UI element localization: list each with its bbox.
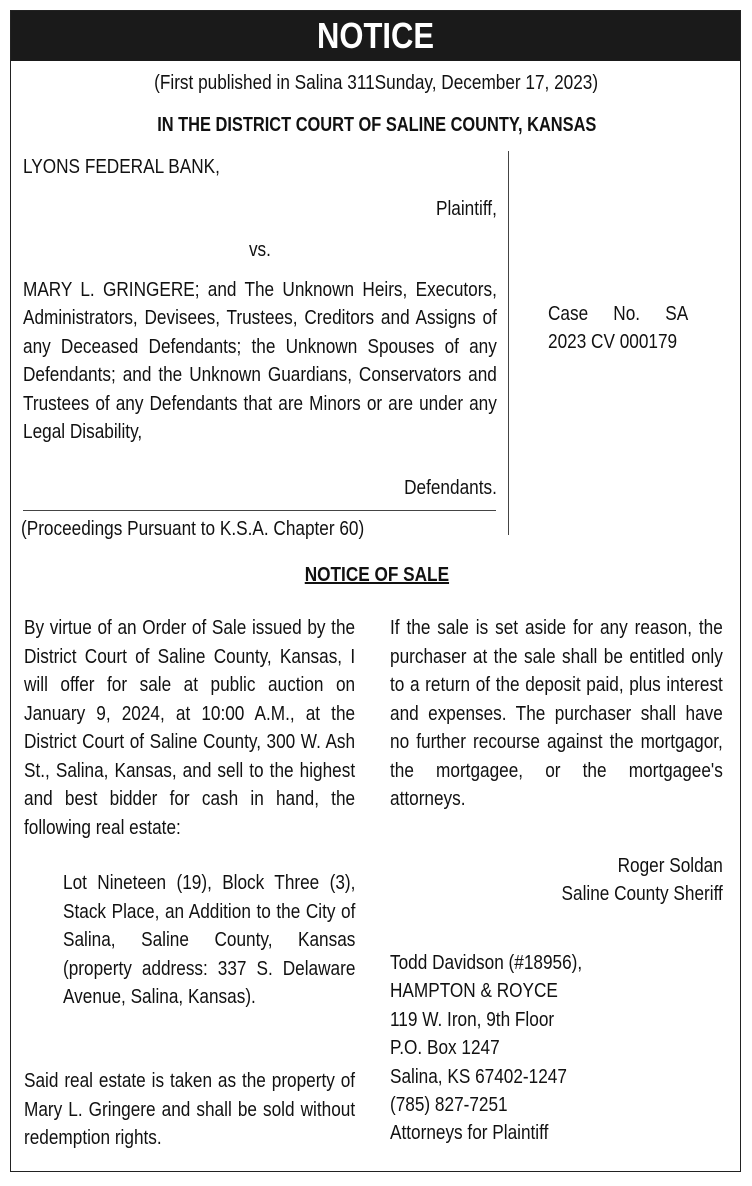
attorney-name: Todd Davidson (#18956), bbox=[390, 952, 583, 974]
sheriff-title: Saline County Sheriff bbox=[561, 883, 723, 905]
court-name: IN THE DISTRICT COURT OF SALINE COUNTY, KANSAS bbox=[156, 114, 597, 136]
property-description: Lot Nineteen (19), Block Three (3), Stack Place, an Addition to the City of Salina, Saline County, Kansas (property address: 337 S. Delaware Avenue, Salina, Kansas). bbox=[63, 872, 356, 1008]
caption-divider-horizontal bbox=[23, 510, 496, 511]
set-aside-paragraph: If the sale is set aside for any reason, the purchaser at the sale shall be entitled only to a return of the deposit paid, plus interest and expenses. The purchaser shall have no further recourse against the mortgagor, the mortgagee, or the mortgagee's attorneys. bbox=[390, 617, 723, 810]
title-bar bbox=[11, 11, 740, 61]
caption-divider-vertical bbox=[508, 151, 509, 535]
attorney-city: Salina, KS 67402-1247 bbox=[390, 1066, 567, 1088]
plaintiff-name: LYONS FEDERAL BANK, bbox=[23, 156, 220, 178]
publication-line: (First published in Salina 311Sunday, December 17, 2023) bbox=[154, 72, 599, 94]
case-number: Case No. SA 2023 CV 000179 bbox=[548, 303, 689, 353]
attorney-role: Attorneys for Plaintiff bbox=[390, 1122, 549, 1144]
attorney-street: 119 W. Iron, 9th Floor bbox=[390, 1009, 555, 1031]
attorney-po-box: P.O. Box 1247 bbox=[390, 1037, 500, 1059]
legal-notice bbox=[10, 10, 741, 1172]
versus-label: vs. bbox=[248, 239, 271, 261]
defendants-role: Defendants. bbox=[404, 477, 497, 499]
sheriff-name: Roger Soldan bbox=[617, 855, 723, 877]
plaintiff-role: Plaintiff, bbox=[435, 198, 497, 220]
defendants-list: MARY L. GRINGERE; and The Unknown Heirs, Executors, Administrators, Devisees, Trustees, Creditors and Assigns of any Deceased Defendants; the Unknown Spouses of any Defendants; and the Unknown Guardians, Conservators and Trustees of any Defendants that are Minors or are under any Legal Disability, bbox=[23, 279, 497, 444]
sale-intro-paragraph: By virtue of an Order of Sale issued by the District Court of Saline County, Kansas, I will offer for sale at public auction on January 9, 2024, at 10:00 A.M., at the District Court of Saline County, 300 W. Ash St., Salina, Kansas, and sell to the highest and best bidder for cash in hand, the following real estate: bbox=[24, 617, 356, 839]
attorney-phone: (785) 827-7251 bbox=[390, 1094, 508, 1116]
attorney-firm: HAMPTON & ROYCE bbox=[390, 980, 558, 1002]
redemption-paragraph: Said real estate is taken as the property of Mary L. Gringere and shall be sold without redemption rights. bbox=[24, 1070, 356, 1149]
proceedings-note: (Proceedings Pursuant to K.S.A. Chapter 60) bbox=[21, 518, 365, 540]
notice-of-sale-heading: NOTICE OF SALE bbox=[304, 564, 449, 586]
notice-title: NOTICE bbox=[62, 11, 689, 61]
